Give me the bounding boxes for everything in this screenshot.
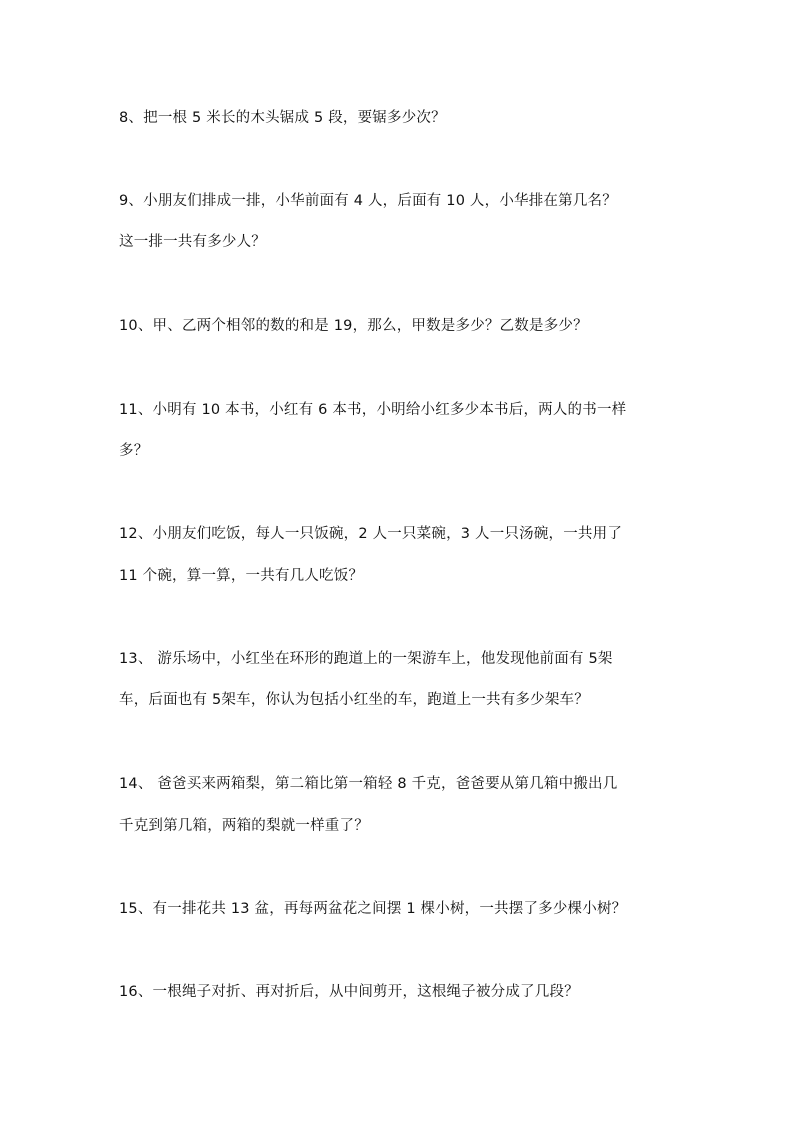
problem-9-line-2: 这一排一共有多少人？	[119, 234, 266, 250]
problem-13-line-1: 13、 游乐场中，小红坐在环形的跑道上的一架游车上，他发现他前面有 5架	[119, 651, 613, 667]
problem-13-line-2: 车，后面也有 5架车，你认为包括小红坐的车，跑道上一共有多少架车？	[119, 692, 589, 708]
problem-14-line-1: 14、 爸爸买来两箱梨，第二箱比第一箱轻 8 千克，爸爸要从第几箱中搬出几	[119, 776, 618, 792]
problem-10-line-1: 10、甲、乙两个相邻的数的和是 19，那么，甲数是多少？乙数是多少？	[119, 318, 588, 334]
problem-9-line-1: 9、小朋友们排成一排，小华前面有 4 人，后面有 10 人，小华排在第几名？	[119, 193, 617, 209]
problem-15-line-1: 15、有一排花共 13 盆，再每两盆花之间摆 1 棵小树，一共摆了多少棵小树？	[119, 901, 627, 917]
problem-8-line-1: 8、把一根 5 米长的木头锯成 5 段，要锯多少次？	[119, 110, 446, 126]
problem-12-line-2: 11 个碗，算一算，一共有几人吃饭？	[119, 568, 364, 584]
problem-12-line-1: 12、小朋友们吃饭，每人一只饭碗，2 人一只菜碗，3 人一只汤碗，一共用了	[119, 526, 623, 542]
problem-14-line-2: 千克到第几箱，两箱的梨就一样重了？	[119, 818, 369, 834]
problem-11-line-1: 11、小明有 10 本书，小红有 6 本书，小明给小红多少本书后，两人的书一样	[119, 402, 627, 418]
problem-11-line-2: 多？	[119, 443, 149, 459]
problem-16-line-1: 16、一根绳子对折、再对折后，从中间剪开，这根绳子被分成了几段？	[119, 984, 579, 1000]
